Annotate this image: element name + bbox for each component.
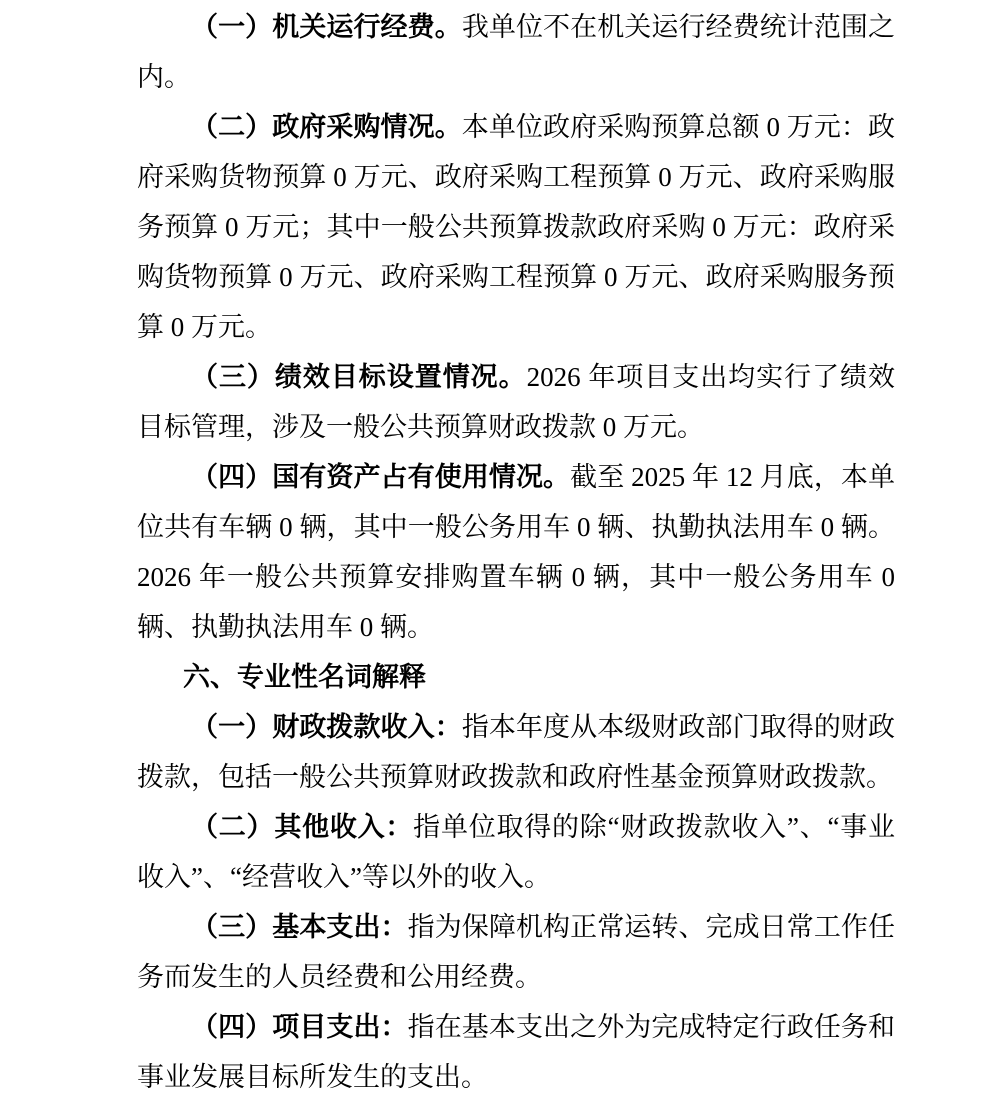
paragraph-text: 指为保障机构正常运转、完成日常工作任务而发生的人员经费和公用经费。 — [137, 912, 895, 992]
paragraph — [137, 102, 895, 352]
paragraph — [137, 802, 895, 902]
paragraph-lead: （一）机关运行经费。 — [191, 12, 462, 42]
paragraph-lead: （三）基本支出： — [191, 912, 408, 942]
paragraph-lead: （四）国有资产占有使用情况。 — [191, 462, 571, 492]
paragraph-text: 我单位不在机关运行经费统计范围之内。 — [137, 12, 896, 92]
paragraph-text: 截至 2025 年 12 月底，本单位共有车辆 0 辆，其中一般公务用车 0 辆、执勤执法用车 0 辆。2026 年一般公共预算安排购置车辆 0 辆，其中一般公务用车 0 辆、执勤执法用车 0 辆。 — [137, 462, 896, 642]
paragraph-text: 2026 年项目支出均实行了绩效目标管理，涉及一般公共预算财政拨款 0 万元。 — [137, 362, 896, 442]
paragraph-lead: （二）其他收入： — [191, 812, 414, 842]
paragraph-lead: （三）绩效目标设置情况。 — [191, 362, 527, 392]
paragraph-lead: （二）政府采购情况。 — [191, 112, 462, 142]
paragraph — [137, 452, 895, 652]
paragraph — [137, 902, 895, 1002]
paragraph — [137, 352, 895, 452]
section-heading: 六、专业性名词解释 — [183, 662, 426, 692]
paragraph-text: 本单位政府采购预算总额 0 万元：政府采购货物预算 0 万元、政府采购工程预算 0 万元、政府采购服务预算 0 万元；其中一般公共预算拨款政府采购 0 万元：政府采购货物预算 0 万元、政府采购工程预算 0 万元、政府采购服务预算 0 万元。 — [137, 112, 896, 342]
paragraph-text: 指本年度从本级财政部门取得的财政拨款，包括一般公共预算财政拨款和政府性基金预算财政拨款。 — [137, 712, 896, 792]
paragraph — [137, 2, 895, 102]
paragraph — [137, 702, 895, 802]
paragraph-text: 指在基本支出之外为完成特定行政任务和事业发展目标所发生的支出。 — [137, 1012, 895, 1092]
paragraph-lead: （一）财政拨款收入： — [191, 712, 462, 742]
paragraph-text: 指单位取得的除“财政拨款收入”、“事业收入”、“经营收入”等以外的收入。 — [137, 812, 896, 892]
paragraph-lead: （四）项目支出： — [191, 1012, 408, 1042]
paragraph — [137, 1002, 895, 1102]
